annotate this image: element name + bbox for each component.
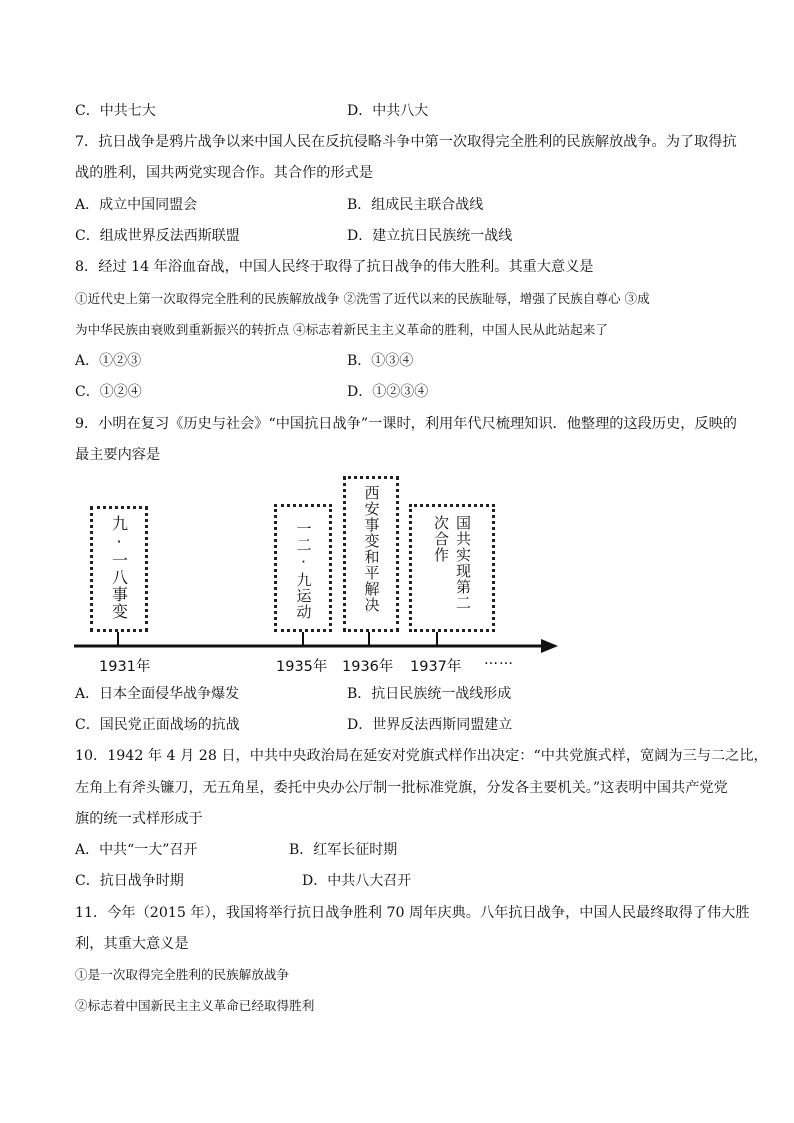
year-1937: 1937年 xyxy=(410,659,462,675)
q7-stem-line1: 7．抗日战争是鸦片战争以来中国人民在反抗侵略斗争中第一次取得完全胜利的民族解放战争。为了取得抗 xyxy=(75,134,737,150)
q7-option-a: A．成立中国同盟会 xyxy=(75,197,198,213)
q9-stem-line2: 最主要内容是 xyxy=(75,447,161,463)
q7-option-d: D．建立抗日民族统一战线 xyxy=(347,228,513,244)
q10-option-c: C．抗日战争时期 xyxy=(75,873,184,889)
event-box-129 xyxy=(274,504,332,632)
q10-stem-line3: 旗的统一式样形成于 xyxy=(75,811,203,827)
q8-option-b: B．①③④ xyxy=(347,353,414,369)
q8-option-a: A．①②③ xyxy=(75,353,142,369)
event-text-129: 一二·九运动 xyxy=(294,521,313,620)
q7-stem-line2: 战的胜利，国共两党实现合作。其合作的形式是 xyxy=(75,165,373,181)
event-box-xian xyxy=(343,476,399,632)
q10-option-d: D．中共八大召开 xyxy=(302,873,412,889)
q6-option-c: C．中共七大 xyxy=(75,103,156,119)
q10-option-a: A．中共“一大”召开 xyxy=(75,842,198,858)
year-1936: 1936年 xyxy=(342,659,394,675)
q11-item2: ②标志着中国新民主主义革命已经取得胜利 xyxy=(75,998,315,1013)
q10-option-b: B．红军长征时期 xyxy=(289,842,398,858)
q11-stem-line2: 利，其重大意义是 xyxy=(75,936,189,952)
q8-items-line1: ①近代史上第一次取得完全胜利的民族解放战争 ②洗雪了近代以来的民族耻辱，增强了民族自尊心 ③成 xyxy=(75,291,650,306)
year-1931: 1931年 xyxy=(99,659,151,675)
q9-option-d: D．世界反法西斯同盟建立 xyxy=(347,717,513,733)
event-text-cooperation: 国共实现第二次合作 xyxy=(432,515,472,611)
q7-option-c: C．组成世界反法西斯联盟 xyxy=(75,228,240,244)
year-1935: 1935年 xyxy=(276,659,328,675)
q11-stem-line1: 11．今年（2015 年），我国将举行抗日战争胜利 70 周年庆典。八年抗日战争，中国人民最终取得了伟大胜 xyxy=(75,905,750,921)
event-text-918: 九·一八事变 xyxy=(109,515,129,620)
timeline-arrow xyxy=(541,639,558,653)
event-box-918 xyxy=(90,506,148,632)
timeline-ellipsis: …… xyxy=(484,652,514,668)
q10-stem-line2: 左角上有斧头镰刀，无五角星，委托中央办公厅制一批标准党旗，分发各主要机关。”这表明中国共产党党 xyxy=(75,780,728,796)
event-box-cooperation xyxy=(409,504,495,632)
q9-option-a: A．日本全面侵华战争爆发 xyxy=(75,686,240,702)
event-text-xian: 西安事变和平解决 xyxy=(362,485,381,613)
q6-option-d: D．中共八大 xyxy=(347,103,429,119)
q8-items-line2: 为中华民族由衰败到重新振兴的转折点 ④标志着新民主主义革命的胜利，中国人民从此站起来了 xyxy=(75,322,608,337)
q9-stem-line1: 9．小明在复习《历史与社会》“中国抗日战争”一课时，利用年代尺梳理知识．他整理的这段历史，反映的 xyxy=(75,416,737,432)
q11-item1: ①是一次取得完全胜利的民族解放战争 xyxy=(75,967,290,982)
q10-stem-line1: 10．1942 年 4 月 28 日，中共中央政治局在延安对党旗式样作出决定：“中共党旗式样，宽阔为三与二之比， xyxy=(75,748,768,764)
q9-option-c: C．国民党正面战场的抗战 xyxy=(75,717,240,733)
q8-stem: 8．经过 14 年浴血奋战，中国人民终于取得了抗日战争的伟大胜利。其重大意义是 xyxy=(75,259,594,275)
q8-option-c: C．①②④ xyxy=(75,384,142,400)
q7-option-b: B．组成民主联合战线 xyxy=(347,197,484,213)
q8-option-d: D．①②③④ xyxy=(347,384,429,400)
q9-option-b: B．抗日民族统一战线形成 xyxy=(347,686,512,702)
